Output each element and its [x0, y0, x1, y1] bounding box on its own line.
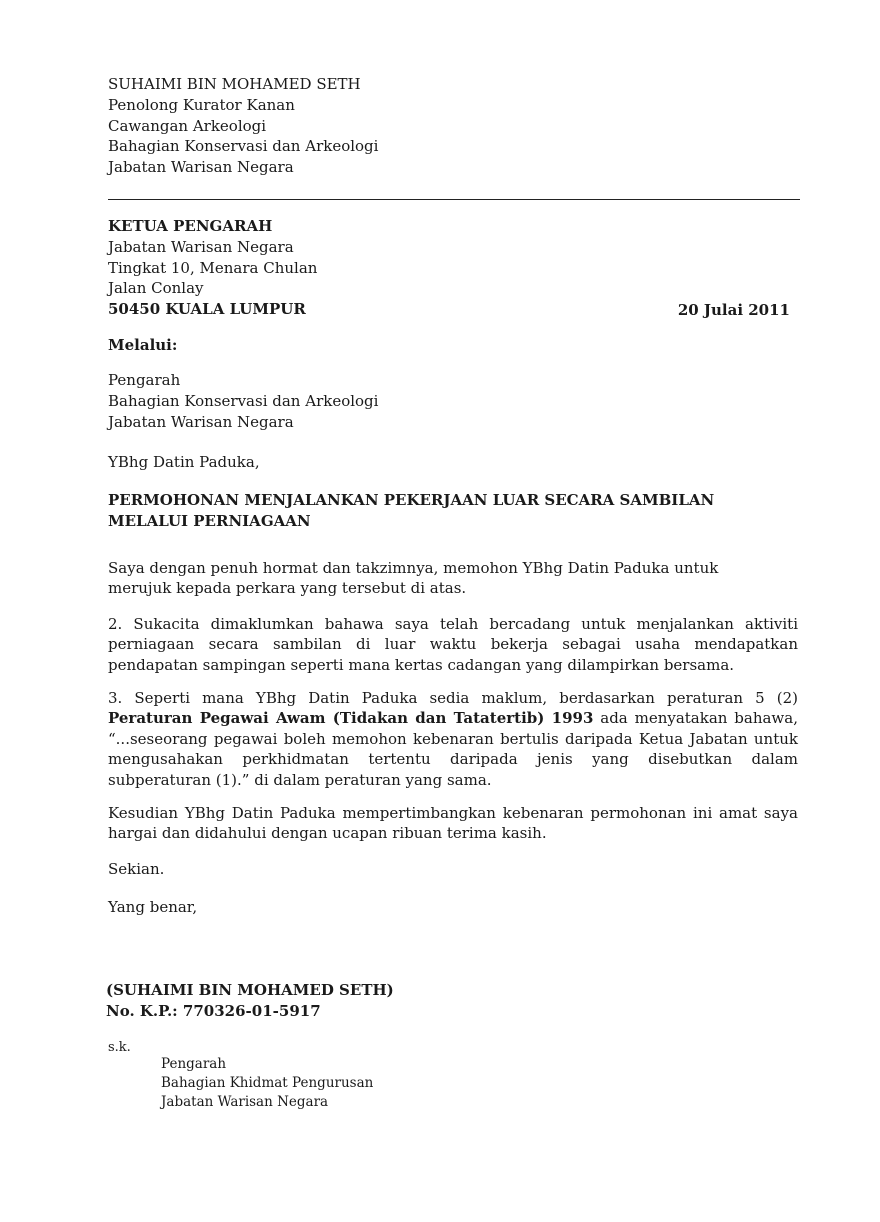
recipient-address-2: Jalan Conlay — [108, 279, 204, 298]
via-division: Bahagian Konservasi dan Arkeologi — [108, 391, 379, 410]
via-block — [108, 370, 378, 432]
sender-position: Penolong Kurator Kanan — [108, 95, 295, 114]
sender-name: SUHAIMI BIN MOHAMED SETH — [108, 75, 361, 93]
cc-department: Jabatan Warisan Negara — [161, 1094, 329, 1110]
signature-name: (SUHAIMI BIN MOHAMED SETH) — [106, 981, 394, 999]
recipient-title: KETUA PENGARAH — [108, 217, 273, 235]
paragraph-3 — [108, 688, 798, 790]
signature-block — [106, 980, 394, 1022]
recipient-block — [108, 216, 317, 320]
header-divider — [108, 199, 800, 200]
paragraph-3-start: 3. Seperti mana YBhg Datin Paduka sedia maklum, berdasarkan peraturan 5 (2) — [108, 689, 798, 707]
cc-label: s.k. — [108, 1040, 131, 1055]
regulation-title: Peraturan Pegawai Awam (Tidakan dan Tatatertib) 1993 — [108, 709, 594, 728]
closing-yang-benar: Yang benar, — [108, 898, 198, 916]
paragraph-2: 2. Sukacita dimaklumkan bahawa saya telah bercadang untuk menjalankan aktiviti perniagaan secara sambilan di luar waktu bekerja sebagai usaha mendapatkan pendapatan sampingan seperti mana kertas cadangan yang dilampirkan bersama. — [108, 615, 798, 674]
signature-ic: No. K.P.: 770326-01-5917 — [106, 1002, 321, 1020]
recipient-address-1: Tingkat 10, Menara Chulan — [108, 258, 318, 277]
paragraph-4: Kesudian YBhg Datin Paduka mempertimbangkan kebenaran permohonan ini amat saya hargai dan didahului dengan ucapan ribuan terima kasih. — [108, 804, 798, 843]
via-title: Pengarah — [108, 371, 181, 389]
letter-date: 20 Julai 2011 — [677, 301, 790, 319]
via-label: Melalui: — [108, 336, 178, 354]
via-label-block — [108, 335, 177, 356]
recipient-department: Jabatan Warisan Negara — [108, 237, 294, 256]
paragraph-3-end: ada menyatakan bahawa, “...seseorang pegawai boleh memohon kebenaran bertulis daripada Ketua Jabatan untuk mengusahakan perkhidmatan tertentu daripada jenis yang disebutkan dalam subperaturan (1).” di dalam peraturan yang sama. — [108, 709, 798, 789]
recipient-postcode-city: 50450 KUALA LUMPUR — [108, 300, 306, 319]
sender-division: Bahagian Konservasi dan Arkeologi — [108, 137, 379, 156]
sender-department: Jabatan Warisan Negara — [108, 158, 294, 177]
via-department: Jabatan Warisan Negara — [108, 412, 294, 431]
letter-subject: PERMOHONAN MENJALANKAN PEKERJAAN LUAR SECARA SAMBILAN MELALUI PERNIAGAAN — [108, 491, 715, 530]
cc-block — [161, 1055, 373, 1112]
cc-division: Bahagian Khidmat Pengurusan — [161, 1075, 374, 1091]
paragraph-1: Saya dengan penuh hormat dan takzimnya, memohon YBhg Datin Paduka untuk merujuk kepada perkara yang tersebut di atas. — [108, 559, 719, 598]
salutation: YBhg Datin Paduka, — [108, 453, 260, 471]
sender-block — [108, 74, 378, 178]
sender-branch: Cawangan Arkeologi — [108, 116, 267, 135]
closing-sekian: Sekian. — [108, 860, 165, 878]
cc-title: Pengarah — [161, 1056, 227, 1072]
